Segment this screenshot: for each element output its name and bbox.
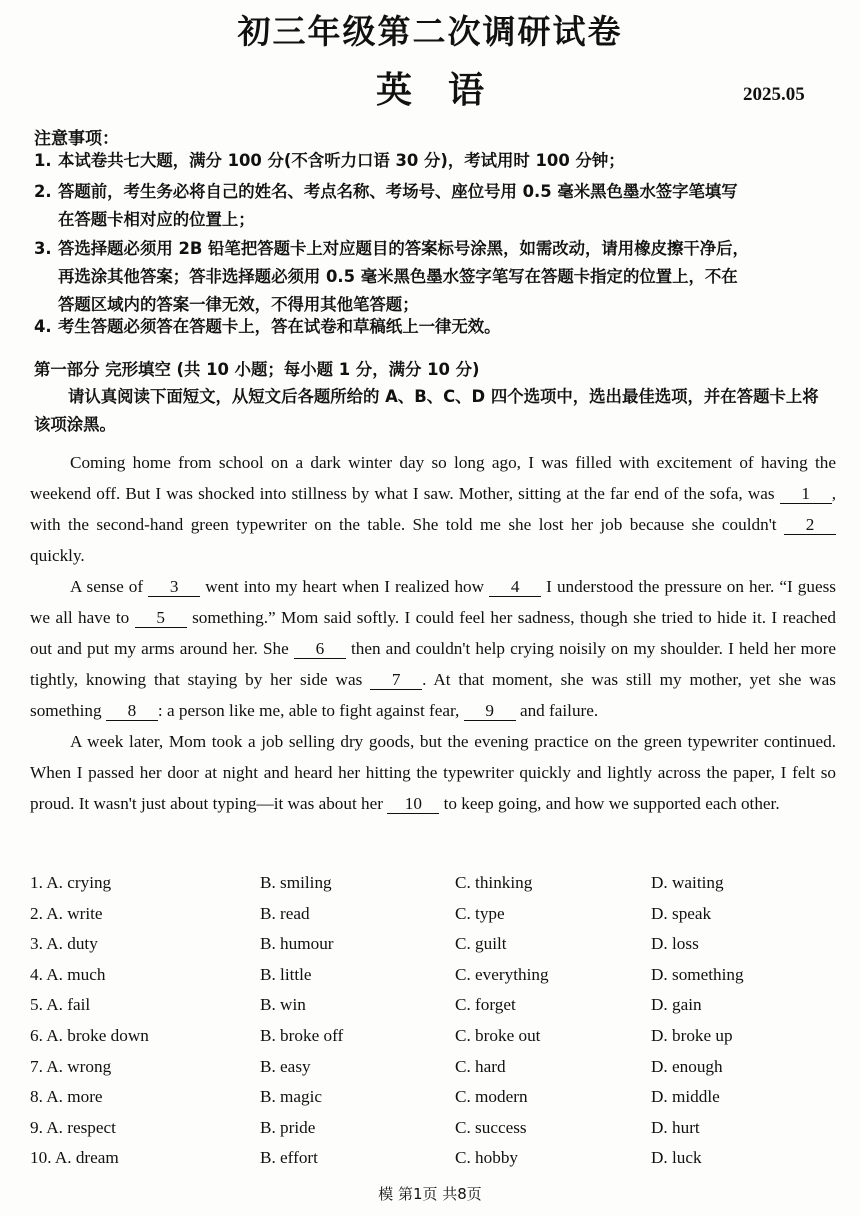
option-b: B. read — [260, 903, 310, 923]
option-c: C. guilt — [455, 934, 507, 954]
answer-options — [30, 873, 836, 1179]
passage-text: to keep going, and how we supported each other. — [439, 794, 780, 813]
option-row — [30, 873, 836, 904]
notice-item-text: 本试卷共七大题，满分 100 分(不含听力口语 30 分)，考试用时 100 分钟； — [58, 151, 625, 170]
notice-item-number: 2. — [34, 182, 52, 201]
blank-8: 8 — [106, 702, 158, 721]
option-row — [30, 1148, 836, 1179]
notice-item-number: 3. — [34, 239, 52, 258]
notice-item-text: 答选择题必须用 2B 铅笔把答题卡上对应题目的答案标号涂黑，如需改动，请用橡皮擦干净后， — [58, 239, 749, 258]
option-a: 4. A. much — [30, 964, 106, 984]
blank-4: 4 — [489, 578, 541, 597]
option-row — [30, 934, 836, 965]
blank-1: 1 — [780, 485, 832, 504]
notice-item-text: 再选涂其他答案；答非选择题必须用 0.5 毫米黑色墨水签字笔写在答题卡指定的位置上，不在 — [58, 267, 738, 286]
option-row — [30, 904, 836, 935]
notice-item-text: 答题区域内的答案一律无效，不得用其他笔答题； — [58, 295, 419, 314]
option-c: C. hard — [455, 1056, 506, 1076]
option-a: 3. A. duty — [30, 934, 98, 954]
option-d: D. speak — [651, 903, 712, 923]
passage-text: something.” Mom said softly. I could feel her sadness, though she tried to hide it. I reached out and put my arms around her. She — [30, 608, 836, 658]
passage-text: then and couldn't help crying noisily on my shoulder. I held her more tightly, knowing that staying by her side was — [30, 639, 836, 689]
option-d: D. loss — [651, 934, 699, 954]
notice-item-text: 考生答题必须答在答题卡上，答在试卷和草稿纸上一律无效。 — [58, 317, 501, 336]
passage-text: and failure. — [515, 701, 599, 720]
option-b: B. win — [260, 995, 306, 1015]
blank-2: 2 — [784, 516, 836, 535]
option-b: B. smiling — [260, 873, 332, 892]
passage-text: . At that moment, she was still my mother, yet she was something — [30, 670, 836, 720]
option-row — [30, 1087, 836, 1118]
option-c: C. modern — [455, 1087, 528, 1107]
option-a: 2. A. write — [30, 903, 103, 923]
option-row — [30, 1057, 836, 1088]
option-row — [30, 995, 836, 1026]
notice-item-4 — [34, 313, 834, 341]
notice-item-3 — [34, 235, 834, 319]
option-c: C. everything — [455, 964, 549, 984]
blank-10: 10 — [387, 795, 439, 814]
notice-item-1 — [34, 147, 834, 175]
part1-heading: 第一部分 完形填空 (共 10 小题；每小题 1 分，满分 10 分) — [34, 360, 480, 379]
blank-9: 9 — [464, 702, 516, 721]
option-d: D. enough — [651, 1056, 723, 1076]
notice-item-number: 1. — [34, 151, 52, 170]
passage-text: , with the second-hand green typewriter on the table. She told me she lost her job because she couldn't — [30, 484, 836, 534]
option-b: B. easy — [260, 1056, 311, 1076]
option-b: B. humour — [260, 934, 334, 954]
option-a: 10. A. dream — [30, 1148, 119, 1168]
option-d: D. middle — [651, 1087, 720, 1107]
notice-heading: 注意事项： — [34, 129, 119, 149]
option-a: 5. A. fail — [30, 995, 91, 1015]
blank-3: 3 — [148, 578, 200, 597]
passage-text: : a person like me, able to fight against fear, — [157, 701, 464, 720]
page-footer: 模 第1页 共8页 — [378, 1185, 482, 1203]
option-c: C. success — [455, 1117, 527, 1137]
passage-text: quickly. — [30, 546, 85, 565]
option-b: B. broke off — [260, 1025, 344, 1045]
option-row — [30, 965, 836, 996]
subject-title: 英 语 — [375, 70, 484, 111]
blank-7: 7 — [370, 671, 422, 690]
passage-text: Coming home from school on a dark winter day so long ago, I was filled with excitement of having the weekend off. But I was shocked into stillness by what I saw. Mother, sitting at the far end of the sofa, was — [30, 453, 836, 503]
option-d: D. waiting — [651, 873, 724, 892]
option-b: B. effort — [260, 1148, 318, 1168]
exam-title: 初三年级第二次调研试卷 — [237, 12, 623, 51]
option-b: B. little — [260, 964, 312, 984]
option-b: B. pride — [260, 1117, 316, 1137]
option-a: 6. A. broke down — [30, 1025, 149, 1045]
passage-text: I understood the pressure on her. “I guess we all have to — [30, 577, 836, 627]
passage-text: went into my heart when I realized how — [200, 577, 490, 596]
option-c: C. broke out — [455, 1025, 541, 1045]
part1-instruction: 请认真阅读下面短文，从短文后各题所给的 A、B、C、D 四个选项中，选出最佳选项，并在答题卡上将该项涂黑。 — [34, 387, 819, 434]
option-d: D. broke up — [651, 1025, 733, 1045]
option-d: D. hurt — [651, 1117, 700, 1137]
option-a: 1. A. crying — [30, 873, 112, 892]
cloze-passage — [30, 447, 836, 819]
option-a: 8. A. more — [30, 1087, 103, 1107]
option-c: C. thinking — [455, 873, 533, 892]
passage-paragraph-1 — [30, 447, 836, 571]
notice-item-number: 4. — [34, 317, 52, 336]
option-d: D. luck — [651, 1148, 702, 1168]
blank-5: 5 — [135, 609, 187, 628]
option-c: C. hobby — [455, 1148, 519, 1168]
notice-item-2 — [34, 178, 834, 234]
notice-item-text: 在答题卡相对应的位置上； — [58, 210, 255, 229]
option-b: B. magic — [260, 1087, 323, 1107]
exam-date: 2025.05 — [743, 84, 805, 105]
blank-6: 6 — [294, 640, 346, 659]
option-c: C. type — [455, 903, 505, 923]
passage-text: A sense of — [70, 577, 149, 596]
option-row — [30, 1026, 836, 1057]
passage-paragraph-3 — [30, 726, 836, 819]
passage-text: A week later, Mom took a job selling dry goods, but the evening practice on the green typewriter continued. When I passed her door at night and heard her hitting the typewriter quickly and lightly across the paper, I felt so proud. It wasn't just about typing—it was about her — [30, 732, 836, 813]
notice-item-text: 答题前，考生务必将自己的姓名、考点名称、考场号、座位号用 0.5 毫米黑色墨水签字笔填写 — [58, 182, 738, 201]
option-c: C. forget — [455, 995, 516, 1015]
option-d: D. gain — [651, 995, 702, 1015]
passage-paragraph-2 — [30, 571, 836, 726]
option-a: 9. A. respect — [30, 1117, 116, 1137]
option-row — [30, 1118, 836, 1149]
option-d: D. something — [651, 964, 744, 984]
option-a: 7. A. wrong — [30, 1056, 112, 1076]
